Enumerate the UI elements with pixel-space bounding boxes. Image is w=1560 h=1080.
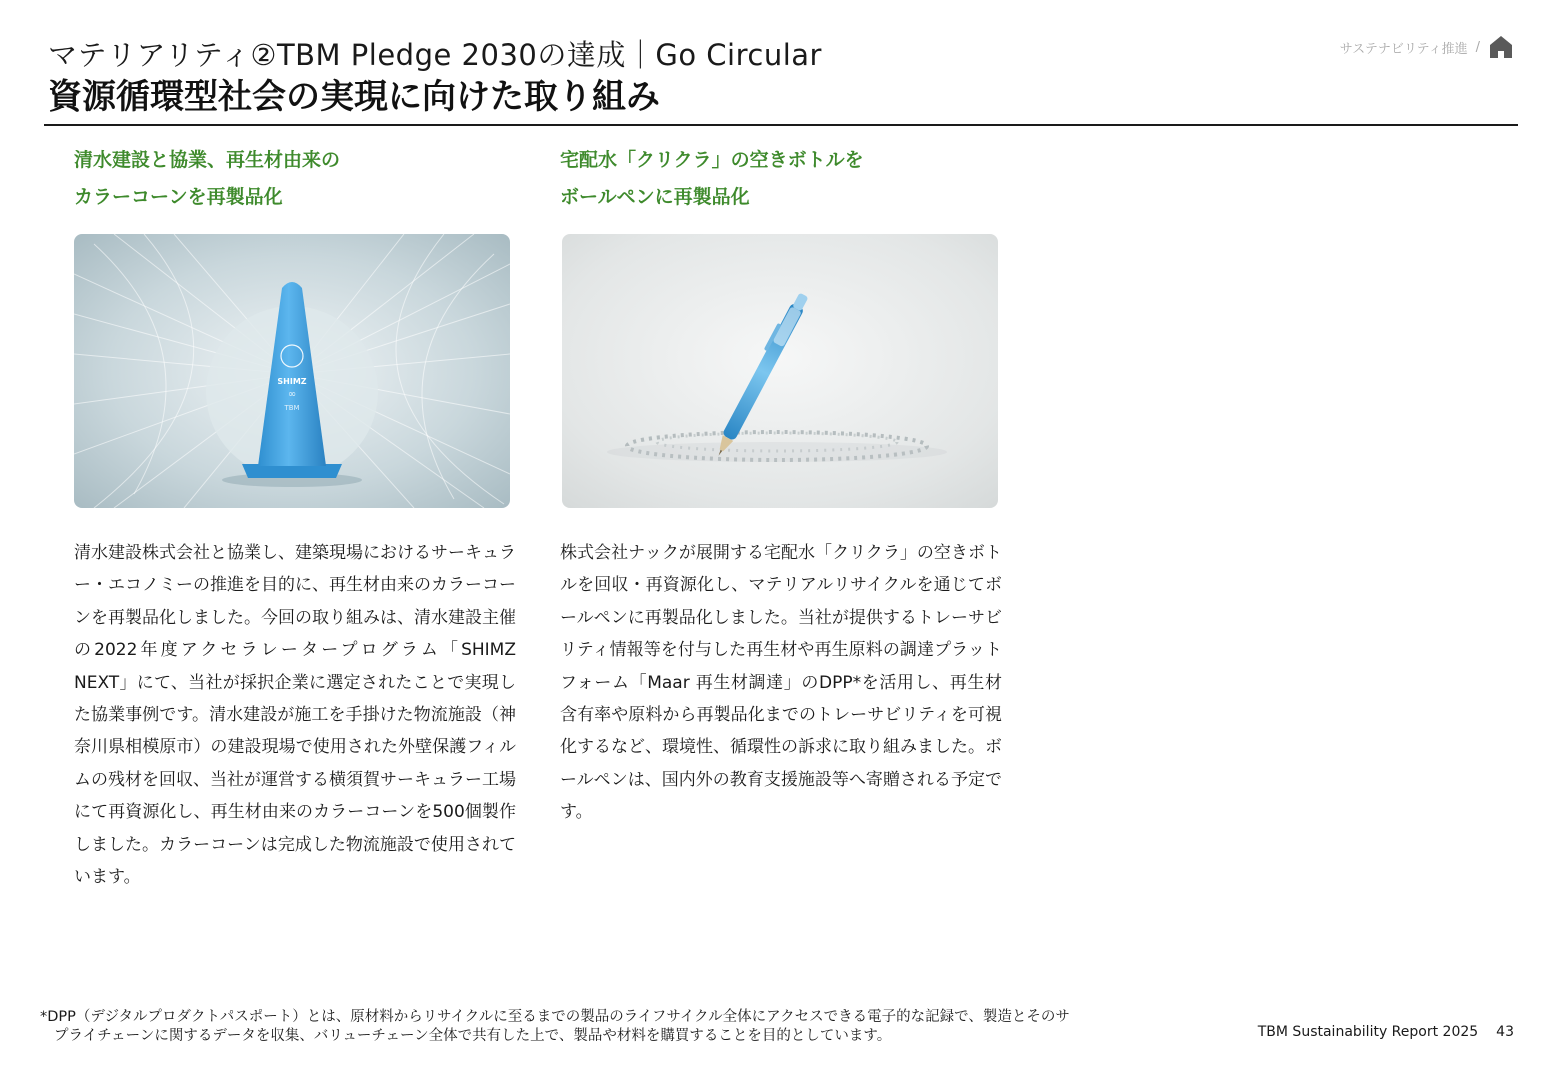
section-heading <box>560 142 1000 216</box>
section-body: 清水建設株式会社と協業し、建築現場におけるサーキュラー・エコノミーの推進を目的に、再生材由来のカラーコーンを再製品化しました。今回の取り組みは、清水建設主催の2022年度アクセラレータープログラム「SHIMZ NEXT」にて、当社が採択企業に選定されたことで実現した協業事例です。清水建設が施工を手掛けた物流施設（神奈川県相模原市）の建設現場で使用された外壁保護フィルムの残材を回収、当社が運営する横須賀サーキュラー工場にて再資源化し、再生材由来のカラーコーンを500個製作しました。カラーコーンは完成した物流施設で使用されています。 <box>74 543 516 888</box>
section-kicker: マテリアリティ②TBM Pledge 2030の達成｜Go Circular <box>48 38 822 72</box>
page-number: 43 <box>1496 1024 1514 1040</box>
section-body: 株式会社ナックが展開する宅配水「クリクラ」の空きボトルを回収・再資源化し、マテリアルリサイクルを通じてボールペンに再製品化しました。当社が提供するトレーサビリティ情報等を付与した再生材や再生原料の調達プラットフォーム「Maar 再生材調達」のDPP*を活用し、再生材含有率や原料から再製品化までのトレーサビリティを可視化するなど、環境性、循環性の訴求に取り組みました。ボールペンは、国内外の教育支援施設等へ寄贈される予定です。 <box>560 543 1002 823</box>
report-title: TBM Sustainability Report 2025 <box>1257 1024 1479 1040</box>
pen-photo <box>562 234 998 508</box>
page-header <box>48 36 1518 120</box>
cone-label-shimz: SHIMZ <box>277 377 307 386</box>
section-pen <box>560 142 1002 823</box>
cone-photo <box>74 234 510 508</box>
title-rule <box>44 124 1518 126</box>
footnote-line: プライチェーンに関するデータを収集、バリューチェーン全体で共有した上で、製品や材料を購買することを目的としています。 <box>54 1028 892 1044</box>
breadcrumb <box>1340 34 1514 60</box>
footnote <box>40 1008 1120 1046</box>
page-title: 資源循環型社会の実現に向けた取り組み <box>48 77 660 117</box>
breadcrumb-link-sustainability[interactable]: サステナビリティ推進 <box>1339 41 1468 57</box>
footnote-line: *DPP（デジタルプロダクトパスポート）とは、原材料からリサイクルに至るまでの製品のライフサイクル全体にアクセスできる電子的な記録で、製造とそのサ <box>40 1009 1070 1025</box>
cone-label-infinity: ∞ <box>287 389 297 400</box>
home-icon[interactable] <box>1488 34 1514 60</box>
page-footer <box>1258 1024 1514 1040</box>
heading-line: ボールペンに再製品化 <box>560 186 750 208</box>
breadcrumb-separator: / <box>1475 39 1480 55</box>
cone-label-tbm: TBM <box>284 404 300 412</box>
section-cone <box>74 142 516 888</box>
section-heading <box>74 142 514 216</box>
heading-line: 宅配水「クリクラ」の空きボトルを <box>560 149 864 171</box>
heading-line: カラーコーンを再製品化 <box>74 186 283 208</box>
heading-line: 清水建設と協業、再生材由来の <box>74 149 341 171</box>
